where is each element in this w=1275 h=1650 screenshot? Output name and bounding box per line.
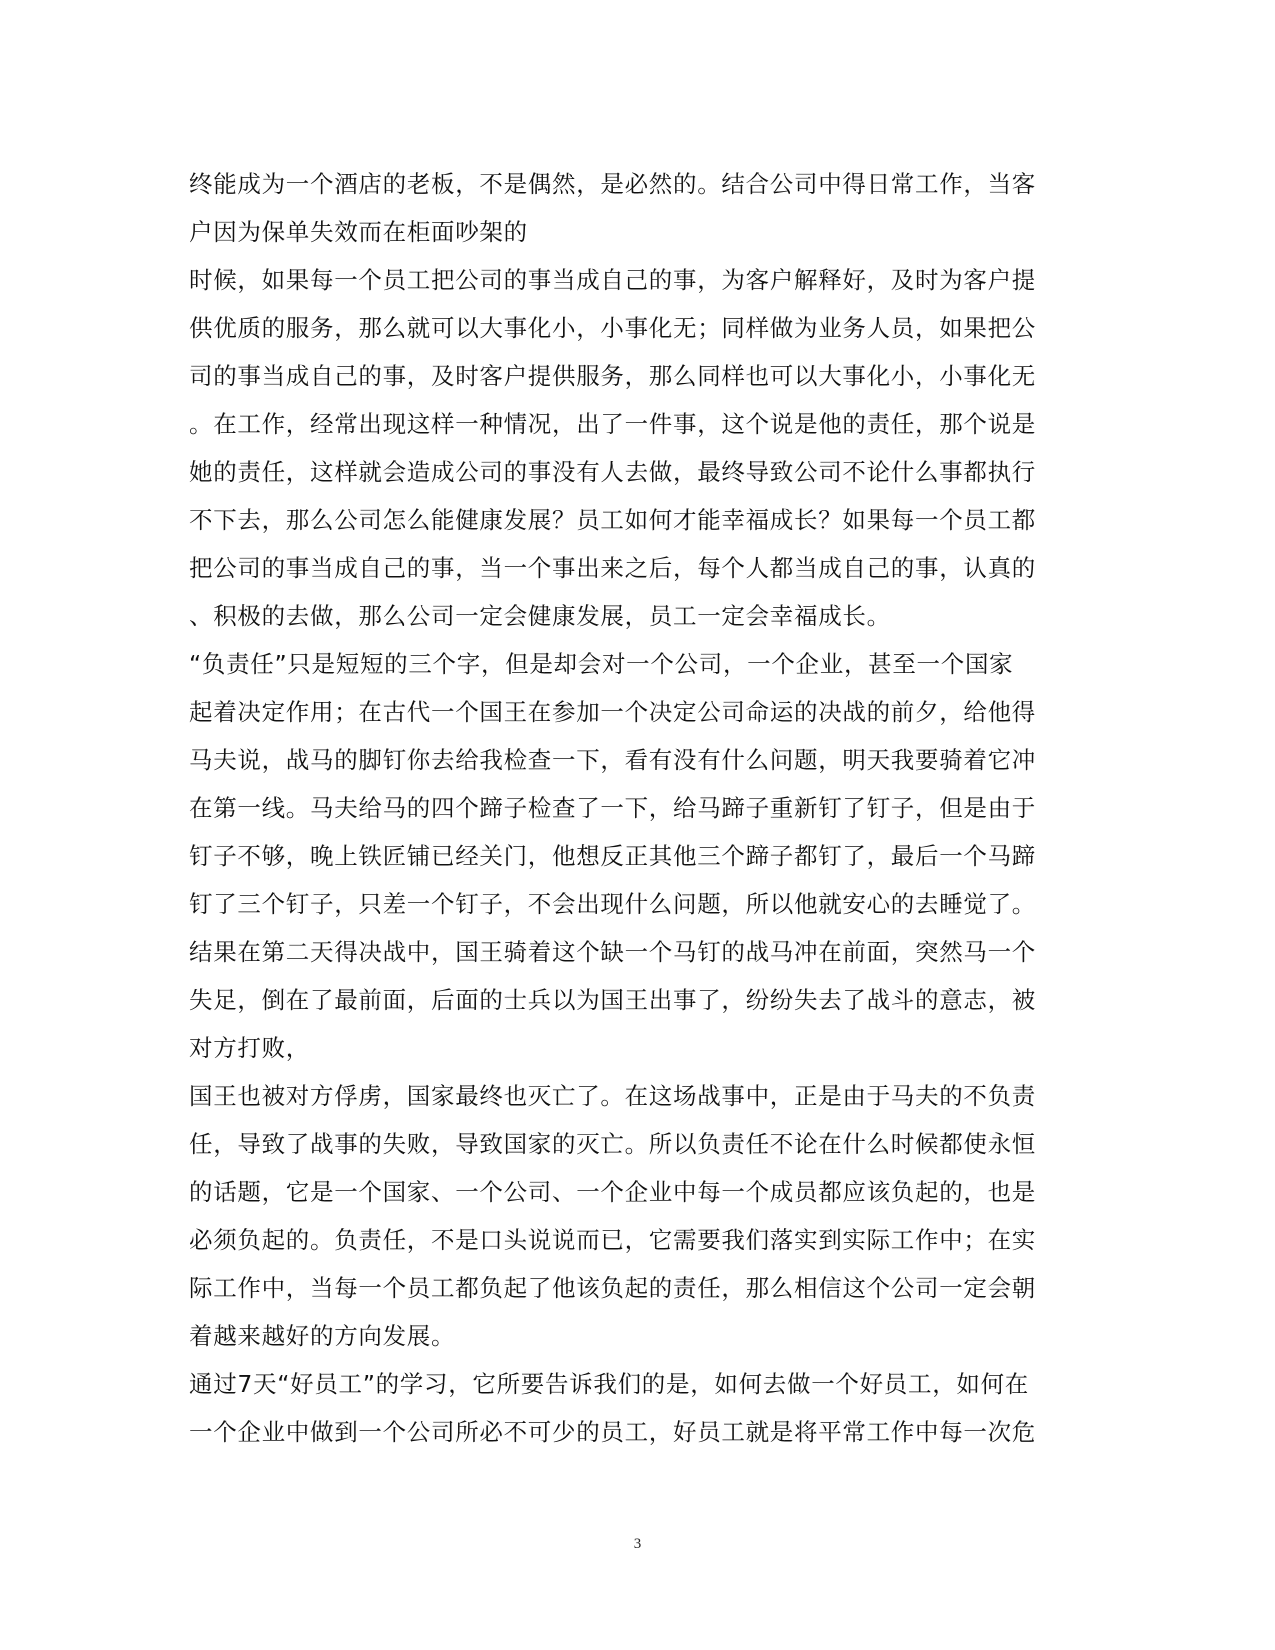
text-line: 国王也被对方俘虏，国家最终也灭亡了。在这场战事中，正是由于马夫的不负责 [189, 1082, 1036, 1110]
text-line: 她的责任，这样就会造成公司的事没有人去做，最终导致公司不论什么事都执行 [189, 458, 1036, 486]
text-line: 在第一线。马夫给马的四个蹄子检查了一下，给马蹄子重新钉了钉子，但是由于 [189, 794, 1036, 822]
text-line: 、积极的去做，那么公司一定会健康发展，员工一定会幸福成长。 [189, 602, 891, 630]
text-line: 的话题，它是一个国家、一个公司、一个企业中每一个成员都应该负起的，也是 [189, 1178, 1036, 1206]
text-line: 供优质的服务，那么就可以大事化小，小事化无；同样做为业务人员，如果把公 [189, 314, 1036, 342]
text-line: 际工作中，当每一个员工都负起了他该负起的责任，那么相信这个公司一定会朝 [189, 1274, 1036, 1302]
text-line: 一个企业中做到一个公司所必不可少的员工，好员工就是将平常工作中每一次危 [189, 1418, 1036, 1446]
text-line: 着越来越好的方向发展。 [189, 1322, 456, 1350]
text-line: 户因为保单失效而在柜面吵架的 [189, 218, 528, 246]
text-line: 马夫说，战马的脚钉你去给我检查一下，看有没有什么问题，明天我要骑着它冲 [189, 746, 1036, 774]
text-line: 司的事当成自己的事，及时客户提供服务，那么同样也可以大事化小，小事化无 [189, 362, 1036, 390]
text-line: 时候，如果每一个员工把公司的事当成自己的事，为客户解释好，及时为客户提 [189, 266, 1036, 294]
text-line: 必须负起的。负责任，不是口头说说而已，它需要我们落实到实际工作中；在实 [189, 1226, 1036, 1254]
text-line: 对方打败， [189, 1034, 310, 1062]
text-line: 不下去，那么公司怎么能健康发展？员工如何才能幸福成长？如果每一个员工都 [189, 506, 1036, 534]
text-line: 通过7天“好员工”的学习，它所要告诉我们的是，如何去做一个好员工，如何在 [189, 1370, 1029, 1398]
text-line: 失足，倒在了最前面，后面的士兵以为国王出事了，纷纷失去了战斗的意志，被 [189, 986, 1036, 1014]
text-line: 钉了三个钉子，只差一个钉子，不会出现什么问题，所以他就安心的去睡觉了。 [189, 890, 1036, 918]
page-number: 3 [633, 1536, 642, 1552]
text-line: 终能成为一个酒店的老板，不是偶然，是必然的。结合公司中得日常工作，当客 [189, 170, 1036, 198]
text-line: 钉子不够，晚上铁匠铺已经关门，他想反正其他三个蹄子都钉了，最后一个马蹄 [189, 842, 1036, 870]
text-line: 任，导致了战事的失败，导致国家的灭亡。所以负责任不论在什么时候都使永恒 [189, 1130, 1036, 1158]
body-text [189, 160, 1069, 1456]
text-line: 。在工作，经常出现这样一种情况，出了一件事，这个说是他的责任，那个说是 [189, 410, 1036, 438]
text-line: 起着决定作用；在古代一个国王在参加一个决定公司命运的决战的前夕，给他得 [189, 698, 1036, 726]
text-line: 把公司的事当成自己的事，当一个事出来之后，每个人都当成自己的事，认真的 [189, 554, 1036, 582]
text-line: “负责任”只是短短的三个字，但是却会对一个公司，一个企业，甚至一个国家 [189, 650, 1014, 678]
text-line: 结果在第二天得决战中，国王骑着这个缺一个马钉的战马冲在前面，突然马一个 [189, 938, 1036, 966]
